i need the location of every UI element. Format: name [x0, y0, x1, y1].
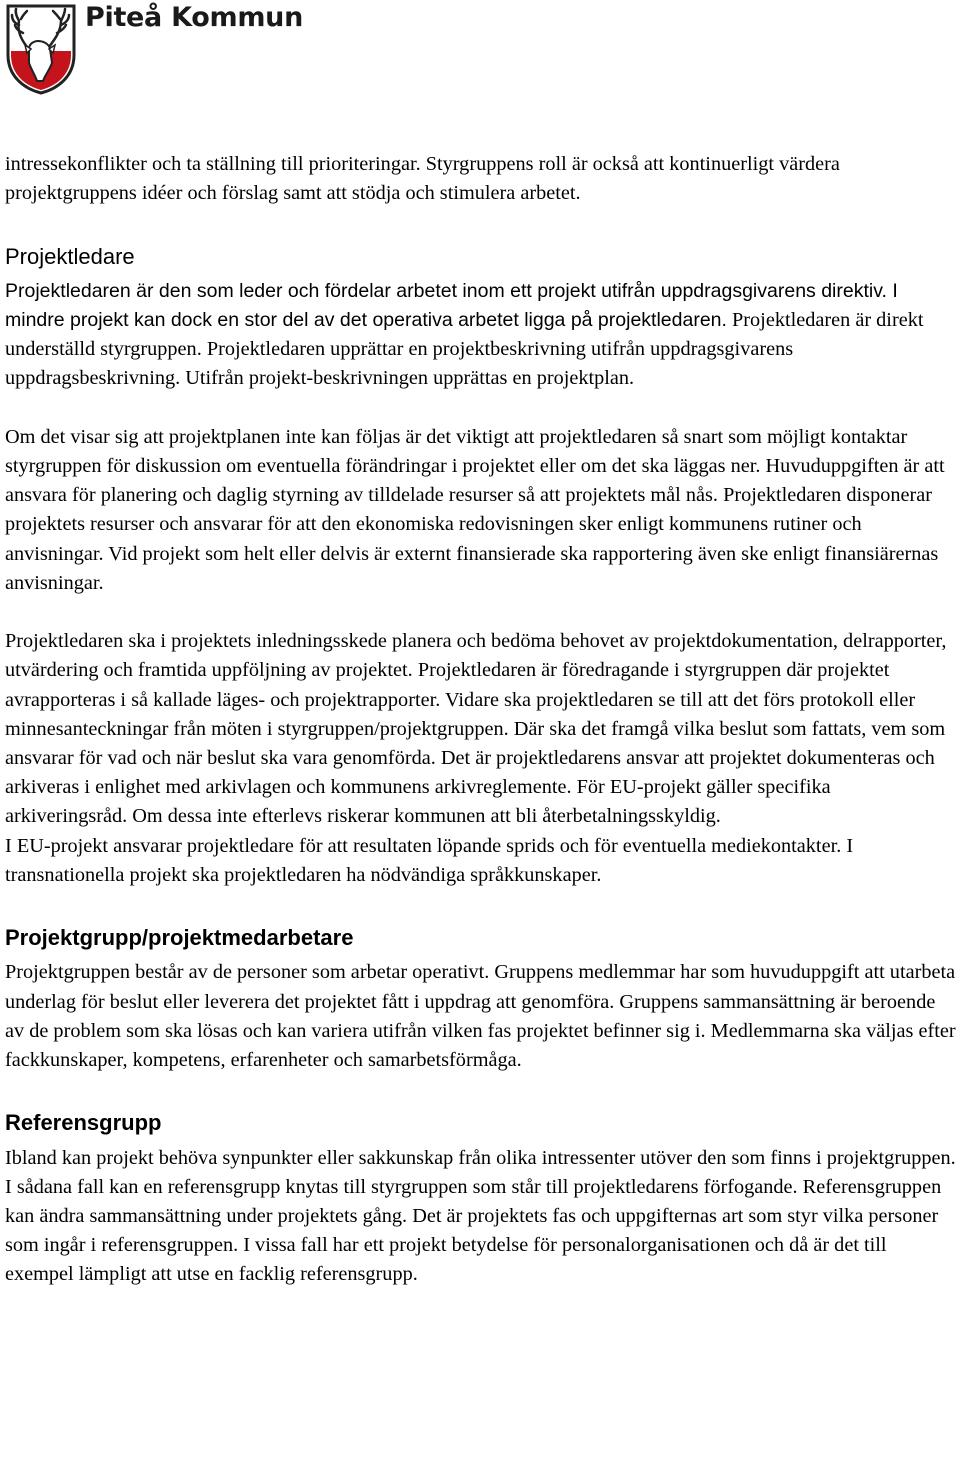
intro-paragraph: intressekonflikter och ta ställning till prioriteringar. Styrgruppens roll är också att kontinuerligt värdera projektgruppens idéer och förslag samt att stödja och stimulera arbetet. — [5, 153, 840, 205]
projektledare-paragraph-1-sans: Projektledaren är den som leder och fördelar arbetet inom ett projekt utifrån uppdragsgivarens direktiv. I mindre projekt kan dock en stor del av det operativa arbetet ligga på projektledaren. — [5, 279, 898, 331]
document-body — [5, 150, 957, 1319]
page-header — [0, 0, 960, 100]
referensgrupp-paragraph: Ibland kan projekt behöva synpunkter eller sakkunskap från olika intressenter utöver den som finns i projektgruppen. I sådana fall kan en referensgrupp knytas till styrgruppen som står till projektledarens förfogande. Referensgruppen kan ändra sammansättning under projektets gång. Det är projektets fas och uppgifternas art som styr vilka personer som ingår i referensgruppen. I vissa fall har ett projekt betydelse för personalorganisationen och då är det till exempel lämpligt att utse en facklig referensgrupp. — [5, 1146, 956, 1286]
projektledare-paragraph-4: I EU-projekt ansvarar projektledare för att resultaten löpande sprids och för eventuella mediekontakter. I transnationella projekt ska projektledaren ha nödvändiga språkkunskaper. — [5, 834, 854, 886]
projektledare-paragraph-1 — [5, 277, 957, 394]
heading-projektledare: Projektledare — [5, 243, 135, 269]
pitea-coat-of-arms-reindeer-icon — [5, 3, 77, 95]
projektgrupp-paragraph: Projektgruppen består av de personer som arbetar operativt. Gruppens medlemmar har som huvuduppgift att utarbeta underlag för beslut eller leverera det projektet fått i uppdrag att genomföra. Gruppens sammansättning är beroende av de problem som ska lösas och kan variera utifrån vilken fas projektet befinner sig i. Medlemmarna ska väljas efter fackkunskaper, kompetens, erfarenheter och samarbetsförmåga. — [5, 961, 956, 1072]
projektledare-paragraph-3: Projektledaren ska i projektets inledningsskede planera och bedöma behovet av projektdokumentation, delrapporter, utvärdering och framtida uppföljning av projektet. Projektledaren är föredragande i styrgruppen där projektet avrapporteras i så kallade läges- och projektrapporter. Vidare ska projektledaren se till att det förs protokoll eller minnesanteckningar från möten i styrgruppen/projektgruppen. Där ska det framgå vilka beslut som fattats, vem som ansvarar för vad och när beslut ska vara genomförda. Det är projektledarens ansvar att projektet dokumenteras och arkiveras i enlighet med arkivlagen och kommunens arkivreglemente. För EU-projekt gäller specifika arkiveringsråd. Om dessa inte efterlevs riskerar kommunen att bli återbetalningsskyldig. — [5, 630, 947, 828]
heading-referensgrupp: Referensgrupp — [5, 1110, 162, 1136]
heading-projektgrupp: Projektgrupp/projektmedarbetare — [5, 925, 354, 951]
projektledare-paragraph-2: Om det visar sig att projektplanen inte kan följas är det viktigt att projektledaren så snart som möjligt kontaktar styrgruppen för diskussion om eventuella förändringar i projektet eller om det ska läggas ner. Huvuduppgiften är att ansvara för planering och daglig styrning av tilldelade resurser så att projektets mål nås. Projektledaren disponerar projektets resurser och ansvarar för att den ekonomiska redovisningen sker enligt kommunens rutiner och anvisningar. Vid projekt som helt eller delvis är externt finansierade ska rapportering även ske enligt finansiärernas anvisningar. — [5, 425, 945, 594]
brand-name: Piteå Kommun — [85, 2, 303, 33]
projektledare-paragraph-1-rest: Projektledaren är direkt underställd styrgruppen. Projektledaren upprättar en projektbeskrivning utifrån uppdragsgivarens uppdragsbeskrivning. Utifrån projekt-beskrivningen upprättas en projektplan. — [5, 309, 924, 390]
